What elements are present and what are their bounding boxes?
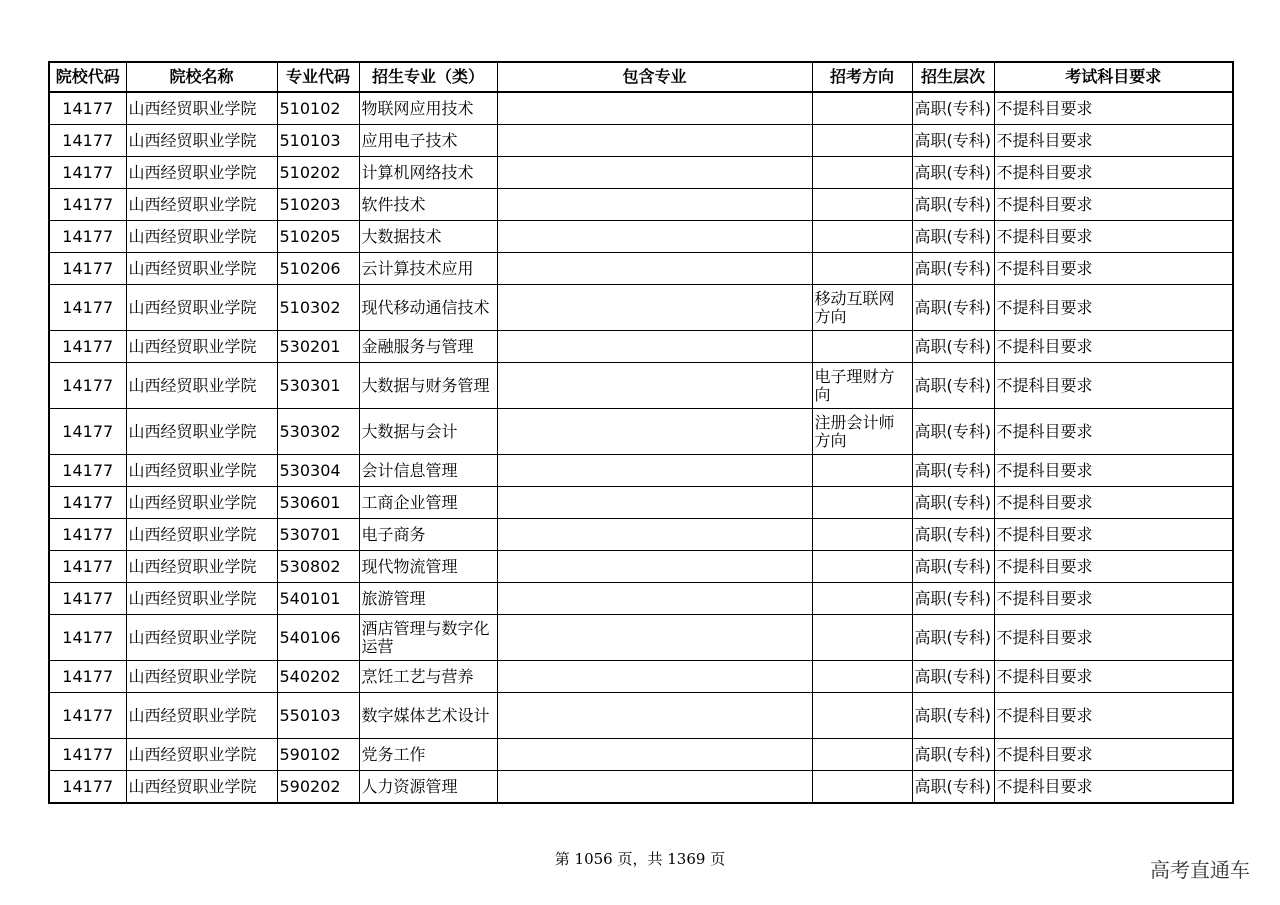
table-row <box>49 661 1233 693</box>
cell-school-code: 14177 <box>49 739 126 771</box>
cell-direction <box>812 253 912 285</box>
cell-direction <box>812 583 912 615</box>
cell-included-majors <box>497 285 812 331</box>
cell-major-code: 530304 <box>277 455 359 487</box>
cell-subject-requirements: 不提科目要求 <box>994 519 1233 551</box>
header-direction: 招考方向 <box>812 62 912 92</box>
cell-major-code: 510102 <box>277 92 359 125</box>
cell-level: 高职(专科) <box>912 331 994 363</box>
cell-included-majors <box>497 739 812 771</box>
header-row <box>49 62 1233 92</box>
cell-included-majors <box>497 92 812 125</box>
cell-school-name: 山西经贸职业学院 <box>126 519 277 551</box>
cell-level: 高职(专科) <box>912 285 994 331</box>
cell-major: 大数据与财务管理 <box>359 363 497 409</box>
cell-school-name: 山西经贸职业学院 <box>126 253 277 285</box>
table-row <box>49 583 1233 615</box>
cell-school-code: 14177 <box>49 189 126 221</box>
cell-major-code: 530201 <box>277 331 359 363</box>
cell-direction: 电子理财方向 <box>812 363 912 409</box>
cell-included-majors <box>497 409 812 455</box>
cell-subject-requirements: 不提科目要求 <box>994 253 1233 285</box>
table-row <box>49 519 1233 551</box>
cell-direction: 移动互联网方向 <box>812 285 912 331</box>
table-row <box>49 363 1233 409</box>
cell-level: 高职(专科) <box>912 253 994 285</box>
cell-direction <box>812 221 912 253</box>
cell-direction <box>812 331 912 363</box>
cell-school-code: 14177 <box>49 221 126 253</box>
cell-subject-requirements: 不提科目要求 <box>994 189 1233 221</box>
table-row <box>49 285 1233 331</box>
table-row <box>49 221 1233 253</box>
cell-subject-requirements: 不提科目要求 <box>994 331 1233 363</box>
cell-direction <box>812 615 912 661</box>
cell-included-majors <box>497 455 812 487</box>
cell-major-code: 530802 <box>277 551 359 583</box>
cell-level: 高职(专科) <box>912 125 994 157</box>
cell-school-name: 山西经贸职业学院 <box>126 583 277 615</box>
cell-level: 高职(专科) <box>912 92 994 125</box>
cell-subject-requirements: 不提科目要求 <box>994 739 1233 771</box>
cell-school-name: 山西经贸职业学院 <box>126 221 277 253</box>
cell-major-code: 510203 <box>277 189 359 221</box>
cell-direction <box>812 739 912 771</box>
cell-school-name: 山西经贸职业学院 <box>126 487 277 519</box>
table-row <box>49 253 1233 285</box>
header-school-code: 院校代码 <box>49 62 126 92</box>
table-row <box>49 771 1233 804</box>
cell-direction <box>812 487 912 519</box>
cell-included-majors <box>497 189 812 221</box>
watermark-logo-text: 高考直通车 <box>1150 858 1250 882</box>
cell-direction <box>812 92 912 125</box>
cell-major: 数字媒体艺术设计 <box>359 693 497 739</box>
cell-school-code: 14177 <box>49 92 126 125</box>
cell-included-majors <box>497 331 812 363</box>
cell-school-code: 14177 <box>49 125 126 157</box>
cell-major: 电子商务 <box>359 519 497 551</box>
table-row <box>49 125 1233 157</box>
cell-school-name: 山西经贸职业学院 <box>126 661 277 693</box>
cell-school-name: 山西经贸职业学院 <box>126 739 277 771</box>
cell-subject-requirements: 不提科目要求 <box>994 661 1233 693</box>
cell-school-code: 14177 <box>49 285 126 331</box>
cell-major-code: 530301 <box>277 363 359 409</box>
cell-level: 高职(专科) <box>912 739 994 771</box>
cell-level: 高职(专科) <box>912 771 994 804</box>
cell-subject-requirements: 不提科目要求 <box>994 92 1233 125</box>
table-row <box>49 487 1233 519</box>
table-row <box>49 739 1233 771</box>
table-row <box>49 455 1233 487</box>
cell-major: 应用电子技术 <box>359 125 497 157</box>
cell-school-name: 山西经贸职业学院 <box>126 189 277 221</box>
table-row <box>49 409 1233 455</box>
cell-subject-requirements: 不提科目要求 <box>994 125 1233 157</box>
cell-school-name: 山西经贸职业学院 <box>126 285 277 331</box>
cell-subject-requirements: 不提科目要求 <box>994 693 1233 739</box>
cell-school-name: 山西经贸职业学院 <box>126 455 277 487</box>
cell-major: 大数据技术 <box>359 221 497 253</box>
header-major: 招生专业（类） <box>359 62 497 92</box>
table-row <box>49 693 1233 739</box>
admissions-table <box>48 61 1234 804</box>
cell-subject-requirements: 不提科目要求 <box>994 157 1233 189</box>
cell-subject-requirements: 不提科目要求 <box>994 615 1233 661</box>
cell-level: 高职(专科) <box>912 519 994 551</box>
cell-major-code: 540106 <box>277 615 359 661</box>
cell-direction <box>812 157 912 189</box>
cell-included-majors <box>497 125 812 157</box>
cell-major: 会计信息管理 <box>359 455 497 487</box>
cell-included-majors <box>497 363 812 409</box>
cell-major: 酒店管理与数字化运营 <box>359 615 497 661</box>
cell-subject-requirements: 不提科目要求 <box>994 455 1233 487</box>
cell-school-name: 山西经贸职业学院 <box>126 157 277 189</box>
cell-school-code: 14177 <box>49 487 126 519</box>
table-row <box>49 92 1233 125</box>
cell-level: 高职(专科) <box>912 693 994 739</box>
cell-school-code: 14177 <box>49 331 126 363</box>
cell-included-majors <box>497 693 812 739</box>
cell-major-code: 510205 <box>277 221 359 253</box>
cell-major-code: 510202 <box>277 157 359 189</box>
cell-major-code: 550103 <box>277 693 359 739</box>
header-major-code: 专业代码 <box>277 62 359 92</box>
cell-included-majors <box>497 519 812 551</box>
table-row <box>49 157 1233 189</box>
cell-school-code: 14177 <box>49 409 126 455</box>
cell-school-code: 14177 <box>49 771 126 804</box>
cell-level: 高职(专科) <box>912 661 994 693</box>
cell-school-code: 14177 <box>49 157 126 189</box>
cell-school-name: 山西经贸职业学院 <box>126 551 277 583</box>
cell-school-code: 14177 <box>49 253 126 285</box>
cell-school-code: 14177 <box>49 661 126 693</box>
table-row <box>49 331 1233 363</box>
cell-school-code: 14177 <box>49 693 126 739</box>
cell-direction <box>812 125 912 157</box>
cell-major-code: 510302 <box>277 285 359 331</box>
cell-included-majors <box>497 157 812 189</box>
cell-subject-requirements: 不提科目要求 <box>994 221 1233 253</box>
cell-school-name: 山西经贸职业学院 <box>126 331 277 363</box>
cell-level: 高职(专科) <box>912 615 994 661</box>
cell-included-majors <box>497 221 812 253</box>
cell-major: 人力资源管理 <box>359 771 497 804</box>
cell-major: 金融服务与管理 <box>359 331 497 363</box>
cell-direction <box>812 519 912 551</box>
cell-major: 旅游管理 <box>359 583 497 615</box>
cell-school-code: 14177 <box>49 583 126 615</box>
cell-major-code: 540101 <box>277 583 359 615</box>
cell-subject-requirements: 不提科目要求 <box>994 771 1233 804</box>
cell-subject-requirements: 不提科目要求 <box>994 285 1233 331</box>
cell-direction <box>812 455 912 487</box>
cell-major: 党务工作 <box>359 739 497 771</box>
cell-major: 计算机网络技术 <box>359 157 497 189</box>
cell-level: 高职(专科) <box>912 221 994 253</box>
cell-included-majors <box>497 615 812 661</box>
cell-included-majors <box>497 487 812 519</box>
cell-level: 高职(专科) <box>912 157 994 189</box>
cell-major-code: 510206 <box>277 253 359 285</box>
cell-direction <box>812 771 912 804</box>
cell-level: 高职(专科) <box>912 551 994 583</box>
cell-major-code: 530601 <box>277 487 359 519</box>
cell-direction <box>812 661 912 693</box>
cell-subject-requirements: 不提科目要求 <box>994 551 1233 583</box>
cell-direction <box>812 189 912 221</box>
cell-subject-requirements: 不提科目要求 <box>994 583 1233 615</box>
table-row <box>49 189 1233 221</box>
cell-level: 高职(专科) <box>912 363 994 409</box>
cell-major: 软件技术 <box>359 189 497 221</box>
cell-school-name: 山西经贸职业学院 <box>126 693 277 739</box>
cell-subject-requirements: 不提科目要求 <box>994 409 1233 455</box>
cell-direction <box>812 693 912 739</box>
cell-school-code: 14177 <box>49 363 126 409</box>
cell-included-majors <box>497 771 812 804</box>
cell-included-majors <box>497 551 812 583</box>
cell-school-name: 山西经贸职业学院 <box>126 363 277 409</box>
cell-school-name: 山西经贸职业学院 <box>126 125 277 157</box>
header-school-name: 院校名称 <box>126 62 277 92</box>
cell-major-code: 510103 <box>277 125 359 157</box>
cell-included-majors <box>497 583 812 615</box>
cell-school-code: 14177 <box>49 615 126 661</box>
page-number: 第 1056 页，共 1369 页 <box>554 850 726 868</box>
cell-major-code: 590102 <box>277 739 359 771</box>
header-included-majors: 包含专业 <box>497 62 812 92</box>
cell-major-code: 590202 <box>277 771 359 804</box>
cell-major-code: 540202 <box>277 661 359 693</box>
cell-school-name: 山西经贸职业学院 <box>126 92 277 125</box>
cell-level: 高职(专科) <box>912 487 994 519</box>
cell-major: 云计算技术应用 <box>359 253 497 285</box>
cell-level: 高职(专科) <box>912 455 994 487</box>
table-row <box>49 551 1233 583</box>
cell-direction <box>812 551 912 583</box>
cell-level: 高职(专科) <box>912 409 994 455</box>
cell-level: 高职(专科) <box>912 583 994 615</box>
cell-subject-requirements: 不提科目要求 <box>994 363 1233 409</box>
table-row <box>49 615 1233 661</box>
cell-major: 工商企业管理 <box>359 487 497 519</box>
cell-subject-requirements: 不提科目要求 <box>994 487 1233 519</box>
cell-school-code: 14177 <box>49 455 126 487</box>
cell-included-majors <box>497 661 812 693</box>
cell-school-name: 山西经贸职业学院 <box>126 771 277 804</box>
cell-major: 大数据与会计 <box>359 409 497 455</box>
cell-major: 现代物流管理 <box>359 551 497 583</box>
cell-school-code: 14177 <box>49 519 126 551</box>
cell-school-name: 山西经贸职业学院 <box>126 409 277 455</box>
cell-major: 物联网应用技术 <box>359 92 497 125</box>
cell-major-code: 530302 <box>277 409 359 455</box>
cell-direction: 注册会计师方向 <box>812 409 912 455</box>
cell-major-code: 530701 <box>277 519 359 551</box>
cell-major: 现代移动通信技术 <box>359 285 497 331</box>
cell-school-code: 14177 <box>49 551 126 583</box>
cell-level: 高职(专科) <box>912 189 994 221</box>
header-level: 招生层次 <box>912 62 994 92</box>
cell-school-name: 山西经贸职业学院 <box>126 615 277 661</box>
cell-major: 烹饪工艺与营养 <box>359 661 497 693</box>
header-subject-requirements: 考试科目要求 <box>994 62 1233 92</box>
cell-included-majors <box>497 253 812 285</box>
